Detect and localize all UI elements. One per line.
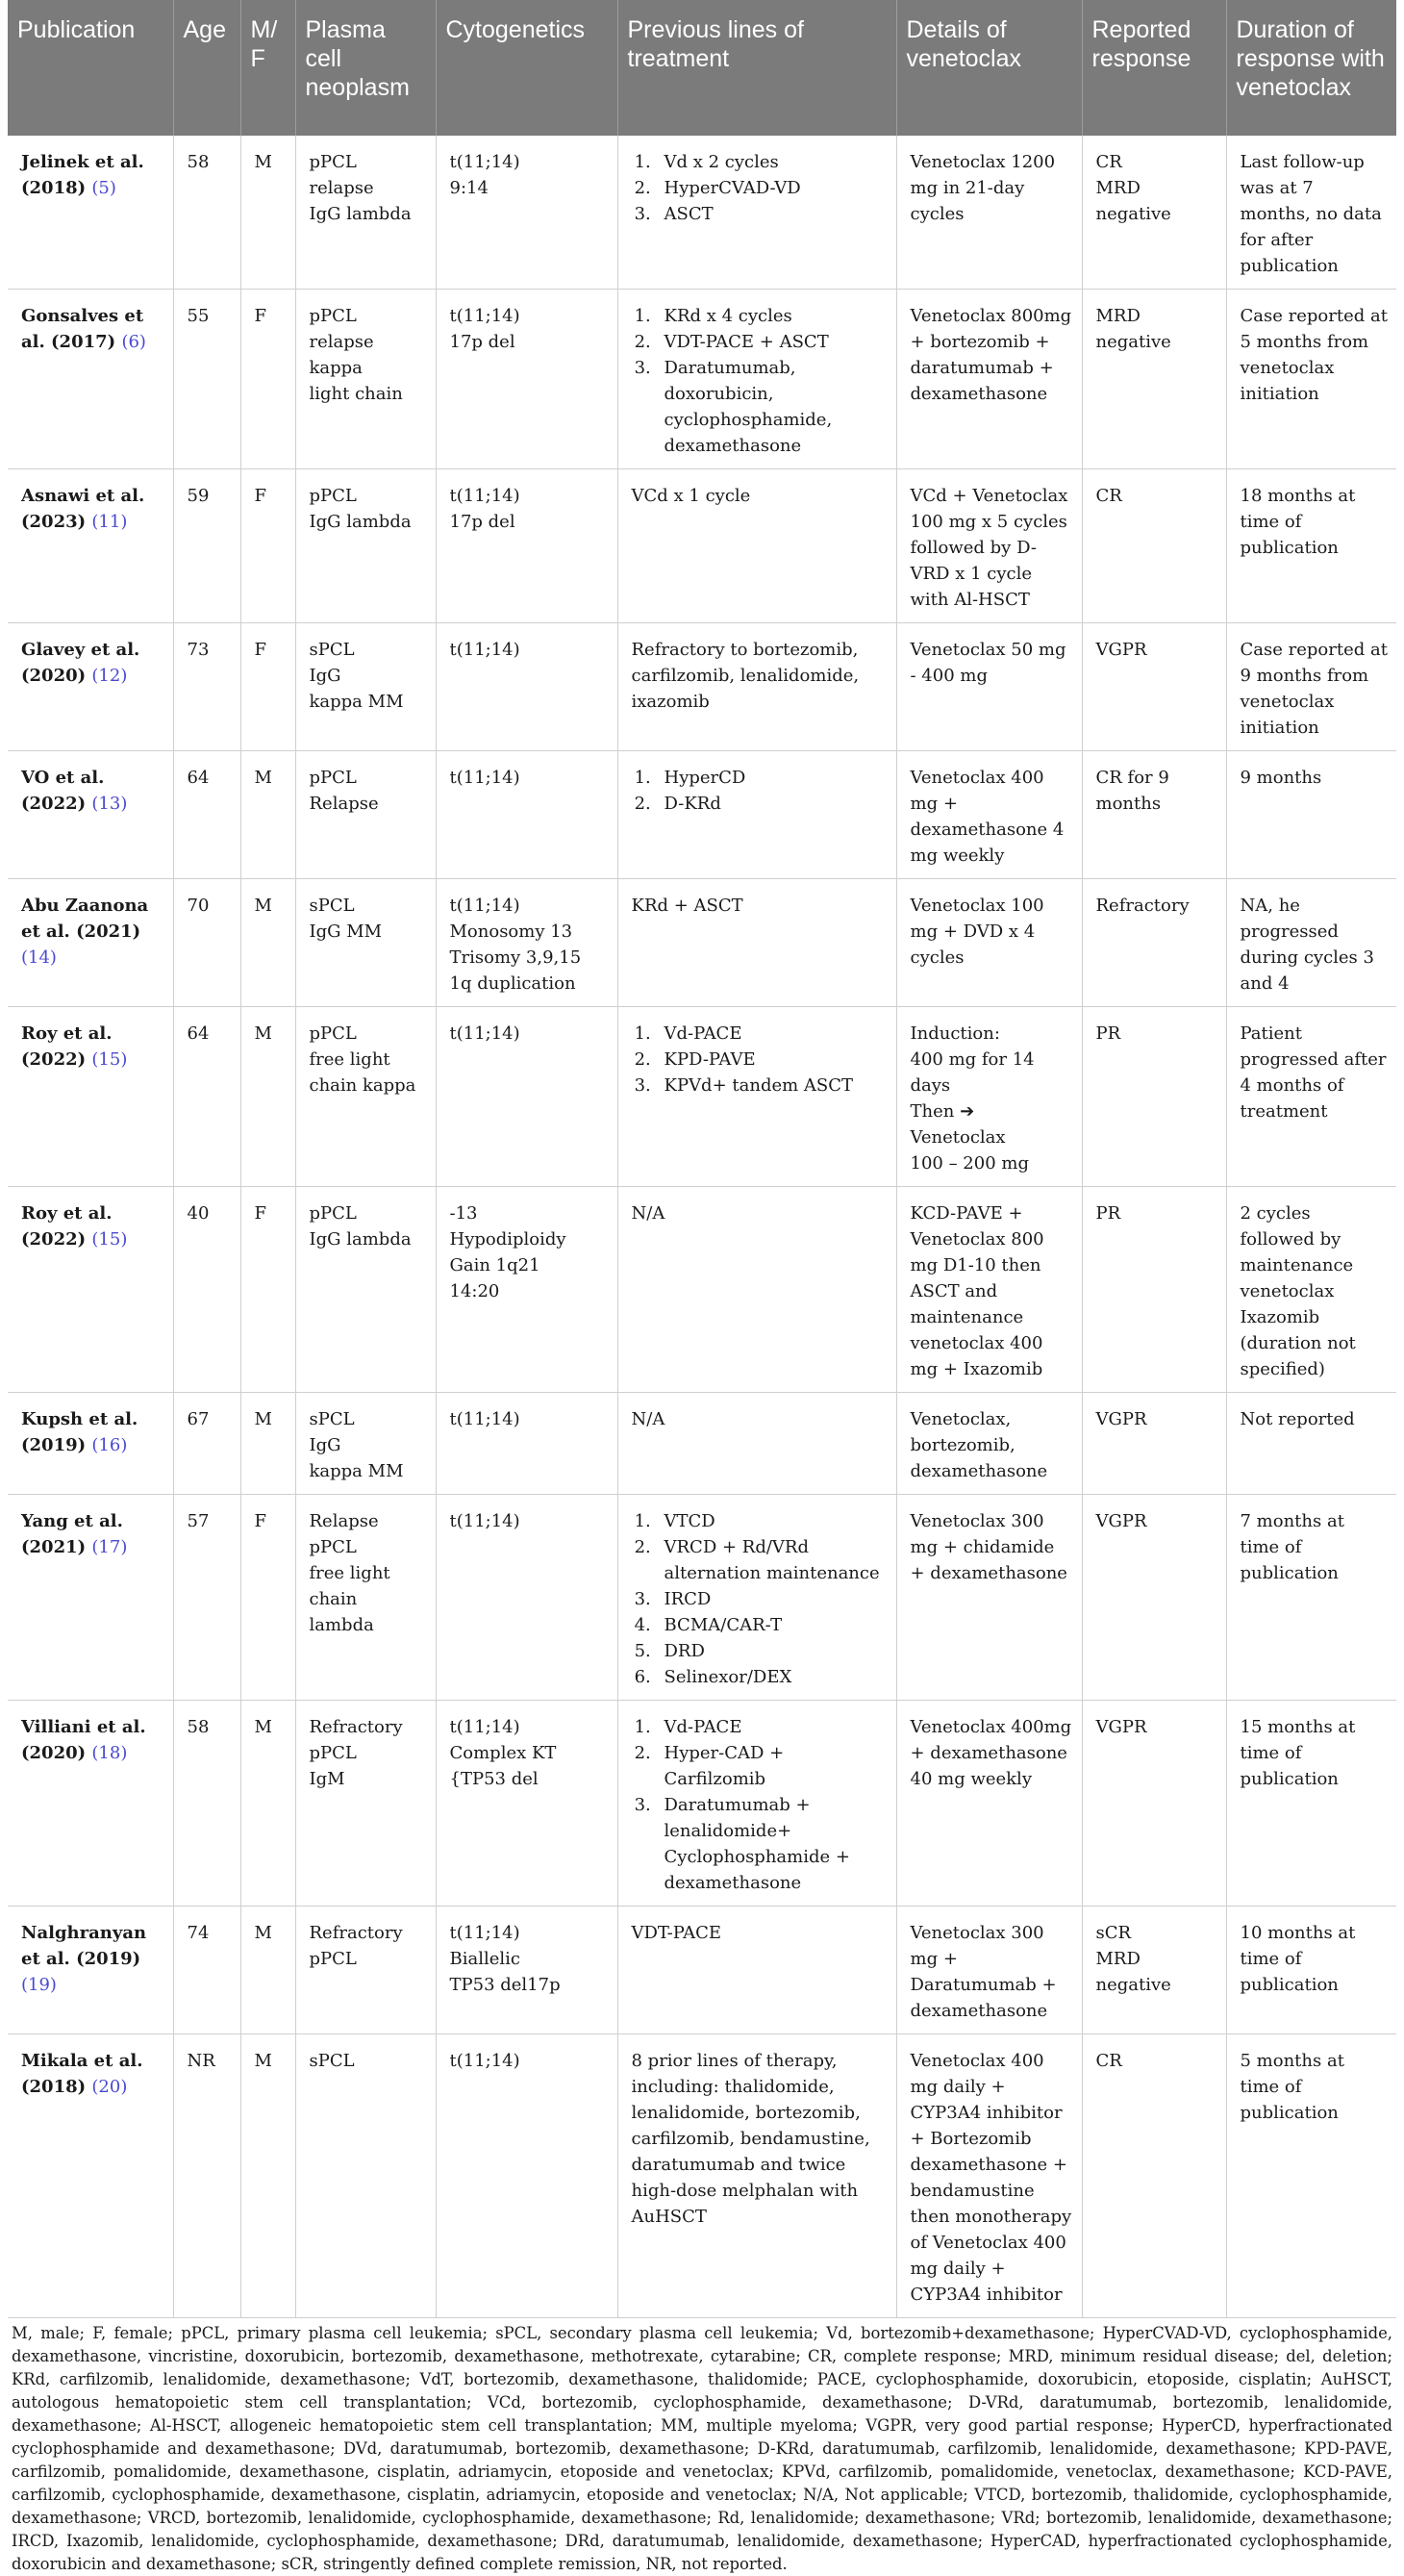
table-row (8, 879, 1396, 1007)
neoplasm-line: kappa MM (309, 692, 404, 712)
neoplasm-line: kappa (309, 358, 363, 378)
treatment-item: 1. VTCD (657, 1508, 888, 1534)
venetoclax-line: Induction: (910, 1023, 1000, 1044)
publication-cell (8, 469, 173, 623)
treatment-item: 1. KRd x 4 cycles (657, 303, 888, 329)
response-cell (1082, 879, 1226, 1007)
response-line: VGPR (1095, 1511, 1147, 1531)
cytogenetics-line: t(11;14) (449, 1023, 520, 1044)
cytogenetics-line: Biallelic (449, 1949, 520, 1969)
reference-link[interactable]: (15) (91, 1049, 128, 1070)
response-line: PR (1095, 1203, 1121, 1224)
cytogenetics-line: -13 (449, 1203, 478, 1224)
neoplasm-line: IgM (309, 1769, 345, 1789)
cytogenetics-cell (436, 2034, 617, 2318)
cytogenetics-cell (436, 469, 617, 623)
reference-link[interactable]: (18) (91, 1743, 128, 1763)
neoplasm-line: sPCL (309, 896, 355, 916)
previous-treatment-cell (617, 1495, 896, 1701)
publication-author: Glavey et al. (2020) (21, 640, 140, 686)
response-line: Refractory (1095, 896, 1190, 916)
neoplasm-line: pPCL (309, 486, 357, 506)
treatment-item: 4. BCMA/CAR-T (657, 1612, 888, 1638)
sex-cell: M (240, 2034, 295, 2318)
response-cell (1082, 1701, 1226, 1907)
publication-author: Roy et al. (2022) (21, 1023, 113, 1070)
publication-cell (8, 1187, 173, 1393)
sex-cell: M (240, 136, 295, 290)
treatment-list (632, 765, 888, 817)
cytogenetics-cell (436, 1701, 617, 1907)
neoplasm-line: pPCL (309, 306, 357, 326)
treatment-item: 3. ASCT (657, 201, 888, 227)
neoplasm-line: Relapse (309, 794, 379, 814)
response-cell (1082, 469, 1226, 623)
age-cell: 58 (173, 1701, 240, 1907)
cytogenetics-cell (436, 1007, 617, 1187)
neoplasm-line: kappa MM (309, 1461, 404, 1481)
cytogenetics-cell (436, 1187, 617, 1393)
publication-author: Kupsh et al. (2019) (21, 1409, 138, 1455)
sex-cell: F (240, 290, 295, 469)
publication-author: Roy et al. (2022) (21, 1203, 113, 1250)
reference-link[interactable]: (11) (91, 512, 128, 532)
response-line: MRD negative (1095, 1949, 1171, 1995)
publication-cell (8, 290, 173, 469)
neoplasm-line: IgG lambda (309, 512, 412, 532)
neoplasm-cell (295, 751, 436, 879)
neoplasm-line: relapse (309, 332, 374, 352)
neoplasm-line: chain lambda (309, 1589, 374, 1635)
response-cell (1082, 1495, 1226, 1701)
cytogenetics-line: 9:14 (449, 178, 489, 198)
neoplasm-cell (295, 290, 436, 469)
neoplasm-cell (295, 1495, 436, 1701)
cytogenetics-cell (436, 1393, 617, 1495)
cytogenetics-line: Gain 1q21 (449, 1255, 540, 1275)
publication-author: Nalghranyan et al. (2019) (21, 1923, 147, 1969)
duration-cell: Not reported (1226, 1393, 1396, 1495)
neoplasm-line: pPCL (309, 768, 357, 788)
publication-cell (8, 1007, 173, 1187)
publication-cell (8, 1495, 173, 1701)
cytogenetics-cell (436, 879, 617, 1007)
treatment-item: 2. VDT-PACE + ASCT (657, 329, 888, 355)
cytogenetics-cell (436, 623, 617, 751)
venetoclax-details-cell: Venetoclax 400 mg + dexamethasone 4 mg weekly (896, 751, 1082, 879)
neoplasm-line: pPCL (309, 1203, 357, 1224)
table-row (8, 2034, 1396, 2318)
venetoclax-details-cell: KCD-PAVE + Venetoclax 800 mg D1-10 then ASCT and maintenance venetoclax 400 mg + Ixazomib (896, 1187, 1082, 1393)
response-cell (1082, 1393, 1226, 1495)
response-cell (1082, 136, 1226, 290)
duration-cell: 10 months at time of publication (1226, 1907, 1396, 2034)
reference-link[interactable]: (17) (91, 1537, 128, 1557)
neoplasm-line: Refractory (309, 1923, 403, 1943)
publication-author: Yang et al. (2021) (21, 1511, 123, 1557)
treatment-item: 3. Daratumumab, doxorubicin, cyclophosphamide, dexamethasone (657, 355, 888, 459)
sex-cell: M (240, 1393, 295, 1495)
cytogenetics-line: t(11;14) (449, 306, 520, 326)
publication-author: Villiani et al. (2020) (21, 1717, 146, 1763)
treatment-item: 3. Daratumumab + lenalidomide+ Cyclophosphamide + dexamethasone (657, 1792, 888, 1896)
neoplasm-line: sPCL (309, 2051, 355, 2071)
age-cell: 70 (173, 879, 240, 1007)
neoplasm-line: pPCL (309, 1537, 357, 1557)
header-cytogenetics: Cytogenetics (436, 0, 617, 136)
response-line: CR (1095, 2051, 1122, 2071)
neoplasm-line: sPCL (309, 640, 355, 660)
cytogenetics-line: t(11;14) (449, 768, 520, 788)
publication-author: Gonsalves et al. (2017) (21, 306, 144, 352)
table-footnote: M, male; F, female; pPCL, primary plasma cell leukemia; sPCL, secondary plasma cell leukemia; Vd, bortezomib+dexamethasone; HyperCVAD-VD, cyclophosphamide, dexamethasone, vincristine, doxorubicin, bortezomib, dexamethasone, methotrexate, cytarabine; CR, complete response; MRD, minimum residual disease; del, deletion; KRd, carfilzomib, lenalidomide, dexamethasone; VdT, bortezomib, dexamethasone, thalidomide; PACE, cyclophosphamide, doxorubicin, etoposide, cisplatin; AuHSCT, autologous hematopoietic stem cell transplantation; VCd, bortezomib, cyclophosphamide, dexamethasone; D-VRd, daratumumab, bortezomib, lenalidomide, dexamethasone; Al-HSCT, allogeneic hematopoietic stem cell transplantation; MM, multiple myeloma; VGPR, very good partial response; HyperCD, hyperfractionated cyclophosphamide and dexamethasone; DVd, daratumumab, bortezomib, dexamethasone; D-KRd, daratumumab, carfilzomib, lenalidomide, dexamethasone; KPD-PAVE, carfilzomib, pomalidomide, dexamethasone, cisplatin, adriamycin, etoposide and venetoclax; KPVd, carfilzomib, pomalidomide, venetoclax, dexamethasone; KCD-PAVE, carfilzomib, cyclophosphamide, dexamethasone, cisplatin, adriamycin, etoposide and venetoclax; N/A, Not applicable; VTCD, bortezomib, thalidomide, cyclophosphamide, dexamethasone; VRCD, bortezomib, lenalidomide, cyclophosphamide, dexamethasone; Rd, lenalidomide; dexamethasone; VRd; bortezomib, lenalidomide, dexamethasone; IRCD, Ixazomib, lenalidomide, cyclophosphamide, dexamethasone; DRd, daratumumab, lenalidomide, dexamethasone; HyperCAD, hyperfractionated cyclophosphamide, doxorubicin and dexamethasone; sCR, stringently defined complete remission, NR, not reported. (12, 2324, 1392, 2573)
table-row (8, 623, 1396, 751)
treatment-item: 1. Vd-PACE (657, 1714, 888, 1740)
header-previous-treatment: Previous lines of treatment (617, 0, 896, 136)
venetoclax-details-cell: Venetoclax 300 mg + chidamide + dexamethasone (896, 1495, 1082, 1701)
header-row (8, 0, 1396, 136)
duration-cell: 9 months (1226, 751, 1396, 879)
duration-cell: Case reported at 5 months from venetoclax initiation (1226, 290, 1396, 469)
header-sex: M/ F (240, 0, 295, 136)
treatment-item: 2. KPD-PAVE (657, 1047, 888, 1073)
cytogenetics-line: 1q duplication (449, 973, 576, 994)
duration-cell: Case reported at 9 months from venetoclax initiation (1226, 623, 1396, 751)
previous-treatment-cell: N/A (617, 1393, 896, 1495)
neoplasm-line: Relapse (309, 1511, 379, 1531)
cytogenetics-line: Complex KT (449, 1743, 557, 1763)
treatment-item: 6. Selinexor/DEX (657, 1664, 888, 1690)
response-line: PR (1095, 1023, 1121, 1044)
duration-cell: Last follow-up was at 7 months, no data for after publication (1226, 136, 1396, 290)
neoplasm-cell (295, 623, 436, 751)
response-line: sCR (1095, 1923, 1132, 1943)
previous-treatment-cell (617, 1007, 896, 1187)
neoplasm-line: IgG lambda (309, 204, 412, 224)
venetoclax-details-cell: Venetoclax, bortezomib, dexamethasone (896, 1393, 1082, 1495)
publication-cell (8, 1393, 173, 1495)
table-row (8, 1907, 1396, 2034)
venetoclax-line: Then ➔ Venetoclax (910, 1101, 1006, 1148)
header-neoplasm: Plasma cell neoplasm (295, 0, 436, 136)
neoplasm-line: free light (309, 1563, 390, 1583)
duration-cell: Patient progressed after 4 months of treatment (1226, 1007, 1396, 1187)
neoplasm-line: Refractory (309, 1717, 403, 1737)
neoplasm-line: light chain (309, 384, 403, 404)
treatment-list (632, 303, 888, 459)
neoplasm-cell (295, 1701, 436, 1907)
age-cell: 55 (173, 290, 240, 469)
neoplasm-cell (295, 1187, 436, 1393)
treatment-item: 2. D-KRd (657, 791, 888, 817)
cytogenetics-line: t(11;14) (449, 896, 520, 916)
table-container (8, 0, 1396, 2576)
reference-link[interactable]: (6) (121, 332, 146, 352)
age-cell: 74 (173, 1907, 240, 2034)
response-cell (1082, 1187, 1226, 1393)
treatment-item: 2. HyperCVAD-VD (657, 175, 888, 201)
cytogenetics-line: {TP53 del (449, 1769, 539, 1789)
table-row (8, 1393, 1396, 1495)
publication-cell (8, 136, 173, 290)
venetoclax-details-cell: VCd + Venetoclax 100 mg x 5 cycles followed by D-VRD x 1 cycle with Al-HSCT (896, 469, 1082, 623)
venetoclax-details-cell (896, 1007, 1082, 1187)
cytogenetics-cell (436, 1495, 617, 1701)
cytogenetics-line: Hypodiploidy (449, 1229, 566, 1250)
age-cell: 64 (173, 1007, 240, 1187)
treatment-list (632, 149, 888, 227)
table-row (8, 290, 1396, 469)
treatment-list (632, 1021, 888, 1099)
cytogenetics-line: Monosomy 13 (449, 922, 573, 942)
sex-cell: M (240, 1907, 295, 2034)
neoplasm-line: pPCL (309, 1743, 357, 1763)
neoplasm-line: IgG MM (309, 922, 383, 942)
sex-cell: M (240, 1701, 295, 1907)
table-row (8, 751, 1396, 879)
response-cell (1082, 1907, 1226, 2034)
neoplasm-cell (295, 1393, 436, 1495)
sex-cell: M (240, 1007, 295, 1187)
neoplasm-line: relapse (309, 178, 374, 198)
cytogenetics-line: 17p del (449, 512, 515, 532)
header-publication: Publication (8, 0, 173, 136)
publication-cell (8, 623, 173, 751)
neoplasm-line: pPCL (309, 1949, 357, 1969)
cytogenetics-line: t(11;14) (449, 1923, 520, 1943)
neoplasm-cell (295, 469, 436, 623)
treatment-item: 2. VRCD + Rd/VRd alternation maintenance (657, 1534, 888, 1586)
response-cell (1082, 751, 1226, 879)
sex-cell: M (240, 879, 295, 1007)
publication-author: VO et al. (2022) (21, 768, 105, 814)
publication-cell (8, 879, 173, 1007)
age-cell: NR (173, 2034, 240, 2318)
venetoclax-details-cell: Venetoclax 1200 mg in 21-day cycles (896, 136, 1082, 290)
cytogenetics-line: 14:20 (449, 1281, 500, 1301)
previous-treatment-cell (617, 1701, 896, 1907)
response-line: VGPR (1095, 640, 1147, 660)
previous-treatment-cell: Refractory to bortezomib, carfilzomib, lenalidomide, ixazomib (617, 623, 896, 751)
treatment-item: 2. Hyper-CAD + Carfilzomib (657, 1740, 888, 1792)
treatment-item: 1. HyperCD (657, 765, 888, 791)
cytogenetics-cell (436, 1907, 617, 2034)
treatment-item: 5. DRD (657, 1638, 888, 1664)
response-line: VGPR (1095, 1717, 1147, 1737)
neoplasm-line: free light (309, 1049, 390, 1070)
treatment-list (632, 1714, 888, 1896)
duration-cell: 18 months at time of publication (1226, 469, 1396, 623)
header-duration: Duration of response with venetoclax (1226, 0, 1396, 136)
reference-link[interactable]: (5) (91, 178, 116, 198)
previous-treatment-cell: KRd + ASCT (617, 879, 896, 1007)
cytogenetics-line: t(11;14) (449, 152, 520, 172)
reference-link[interactable]: (13) (91, 794, 128, 814)
duration-cell: 7 months at time of publication (1226, 1495, 1396, 1701)
table-row (8, 1187, 1396, 1393)
publication-cell (8, 1907, 173, 2034)
cytogenetics-line: Trisomy 3,9,15 (449, 947, 582, 968)
neoplasm-cell (295, 136, 436, 290)
response-line: VGPR (1095, 1409, 1147, 1429)
duration-cell: 2 cycles followed by maintenance venetoclax Ixazomib (duration not specified) (1226, 1187, 1396, 1393)
duration-cell: 15 months at time of publication (1226, 1701, 1396, 1907)
previous-treatment-cell: VCd x 1 cycle (617, 469, 896, 623)
treatment-item: 3. IRCD (657, 1586, 888, 1612)
table-row (8, 1495, 1396, 1701)
response-line: CR (1095, 152, 1122, 172)
cytogenetics-cell (436, 751, 617, 879)
cytogenetics-line: t(11;14) (449, 1511, 520, 1531)
cytogenetics-line: t(11;14) (449, 486, 520, 506)
publication-cell (8, 751, 173, 879)
duration-cell: 5 months at time of publication (1226, 2034, 1396, 2318)
sex-cell: M (240, 751, 295, 879)
age-cell: 57 (173, 1495, 240, 1701)
publication-cell (8, 2034, 173, 2318)
response-cell (1082, 1007, 1226, 1187)
reference-link[interactable]: (19) (21, 1975, 57, 1995)
previous-treatment-cell (617, 290, 896, 469)
header-response: Reported response (1082, 0, 1226, 136)
sex-cell: F (240, 1187, 295, 1393)
header-age: Age (173, 0, 240, 136)
publication-author: Mikala et al. (2018) (21, 2051, 143, 2097)
venetoclax-details-cell: Venetoclax 800mg + bortezomib + daratumumab + dexamethasone (896, 290, 1082, 469)
sex-cell: F (240, 1495, 295, 1701)
neoplasm-line: chain kappa (309, 1075, 416, 1096)
cytogenetics-line: t(11;14) (449, 1717, 520, 1737)
neoplasm-cell (295, 879, 436, 1007)
duration-cell: NA, he progressed during cycles 3 and 4 (1226, 879, 1396, 1007)
neoplasm-cell (295, 1007, 436, 1187)
venetoclax-line: 400 mg for 14 days (910, 1049, 1035, 1096)
cytogenetics-cell (436, 136, 617, 290)
neoplasm-cell (295, 1907, 436, 2034)
cytogenetics-line: 17p del (449, 332, 515, 352)
header-venetoclax-details: Details of venetoclax (896, 0, 1082, 136)
venetoclax-details-cell: Venetoclax 100 mg + DVD x 4 cycles (896, 879, 1082, 1007)
reference-link[interactable]: (12) (91, 666, 128, 686)
neoplasm-line: sPCL (309, 1409, 355, 1429)
age-cell: 64 (173, 751, 240, 879)
age-cell: 59 (173, 469, 240, 623)
response-cell (1082, 2034, 1226, 2318)
cytogenetics-line: t(11;14) (449, 640, 520, 660)
publication-author: Abu Zaanona et al. (2021) (21, 896, 149, 942)
response-line: MRD negative (1095, 306, 1171, 352)
neoplasm-line: pPCL (309, 152, 357, 172)
reference-link[interactable]: (20) (91, 2077, 128, 2097)
cytogenetics-cell (436, 290, 617, 469)
previous-treatment-cell: N/A (617, 1187, 896, 1393)
response-cell (1082, 623, 1226, 751)
response-line: CR for 9 months (1095, 768, 1169, 814)
age-cell: 67 (173, 1393, 240, 1495)
venetoclax-details-cell: Venetoclax 50 mg - 400 mg (896, 623, 1082, 751)
table-row (8, 1701, 1396, 1907)
response-line: CR (1095, 486, 1122, 506)
neoplasm-cell (295, 2034, 436, 2318)
publication-author: Jelinek et al. (2018) (21, 152, 144, 198)
response-line: MRD negative (1095, 178, 1171, 224)
previous-treatment-cell (617, 136, 896, 290)
sex-cell: F (240, 623, 295, 751)
response-cell (1082, 290, 1226, 469)
age-cell: 40 (173, 1187, 240, 1393)
neoplasm-line: pPCL (309, 1023, 357, 1044)
treatment-list (632, 1508, 888, 1690)
age-cell: 58 (173, 136, 240, 290)
treatment-item: 1. Vd x 2 cycles (657, 149, 888, 175)
neoplasm-line: IgG (309, 666, 341, 686)
reference-link[interactable]: (14) (21, 947, 57, 968)
previous-treatment-cell: 8 prior lines of therapy, including: thalidomide, lenalidomide, bortezomib, carfilzomib, bendamustine, daratumumab and twice high-dose melphalan with AuHSCT (617, 2034, 896, 2318)
neoplasm-line: IgG (309, 1435, 341, 1455)
venetoclax-details-cell: Venetoclax 400 mg daily + CYP3A4 inhibitor + Bortezomib dexamethasone + bendamustine then monotherapy of Venetoclax 400 mg daily + CYP3A4 inhibitor (896, 2034, 1082, 2318)
treatment-item: 1. Vd-PACE (657, 1021, 888, 1047)
previous-treatment-cell: VDT-PACE (617, 1907, 896, 2034)
treatment-item: 3. KPVd+ tandem ASCT (657, 1073, 888, 1099)
table-row (8, 469, 1396, 623)
previous-treatment-cell (617, 751, 896, 879)
venetoclax-line: 100 – 200 mg (910, 1153, 1029, 1174)
reference-link[interactable]: (15) (91, 1229, 128, 1250)
publication-author: Asnawi et al. (2023) (21, 486, 145, 532)
venetoclax-details-cell: Venetoclax 400mg + dexamethasone 40 mg weekly (896, 1701, 1082, 1907)
table-row (8, 1007, 1396, 1187)
sex-cell: F (240, 469, 295, 623)
venetoclax-case-table (8, 0, 1396, 2318)
cytogenetics-line: TP53 del17p (449, 1975, 561, 1995)
venetoclax-details-cell: Venetoclax 300 mg + Daratumumab + dexamethasone (896, 1907, 1082, 2034)
publication-cell (8, 1701, 173, 1907)
neoplasm-line: IgG lambda (309, 1229, 412, 1250)
cytogenetics-line: t(11;14) (449, 1409, 520, 1429)
reference-link[interactable]: (16) (91, 1435, 128, 1455)
age-cell: 73 (173, 623, 240, 751)
table-row (8, 136, 1396, 290)
cytogenetics-line: t(11;14) (449, 2051, 520, 2071)
